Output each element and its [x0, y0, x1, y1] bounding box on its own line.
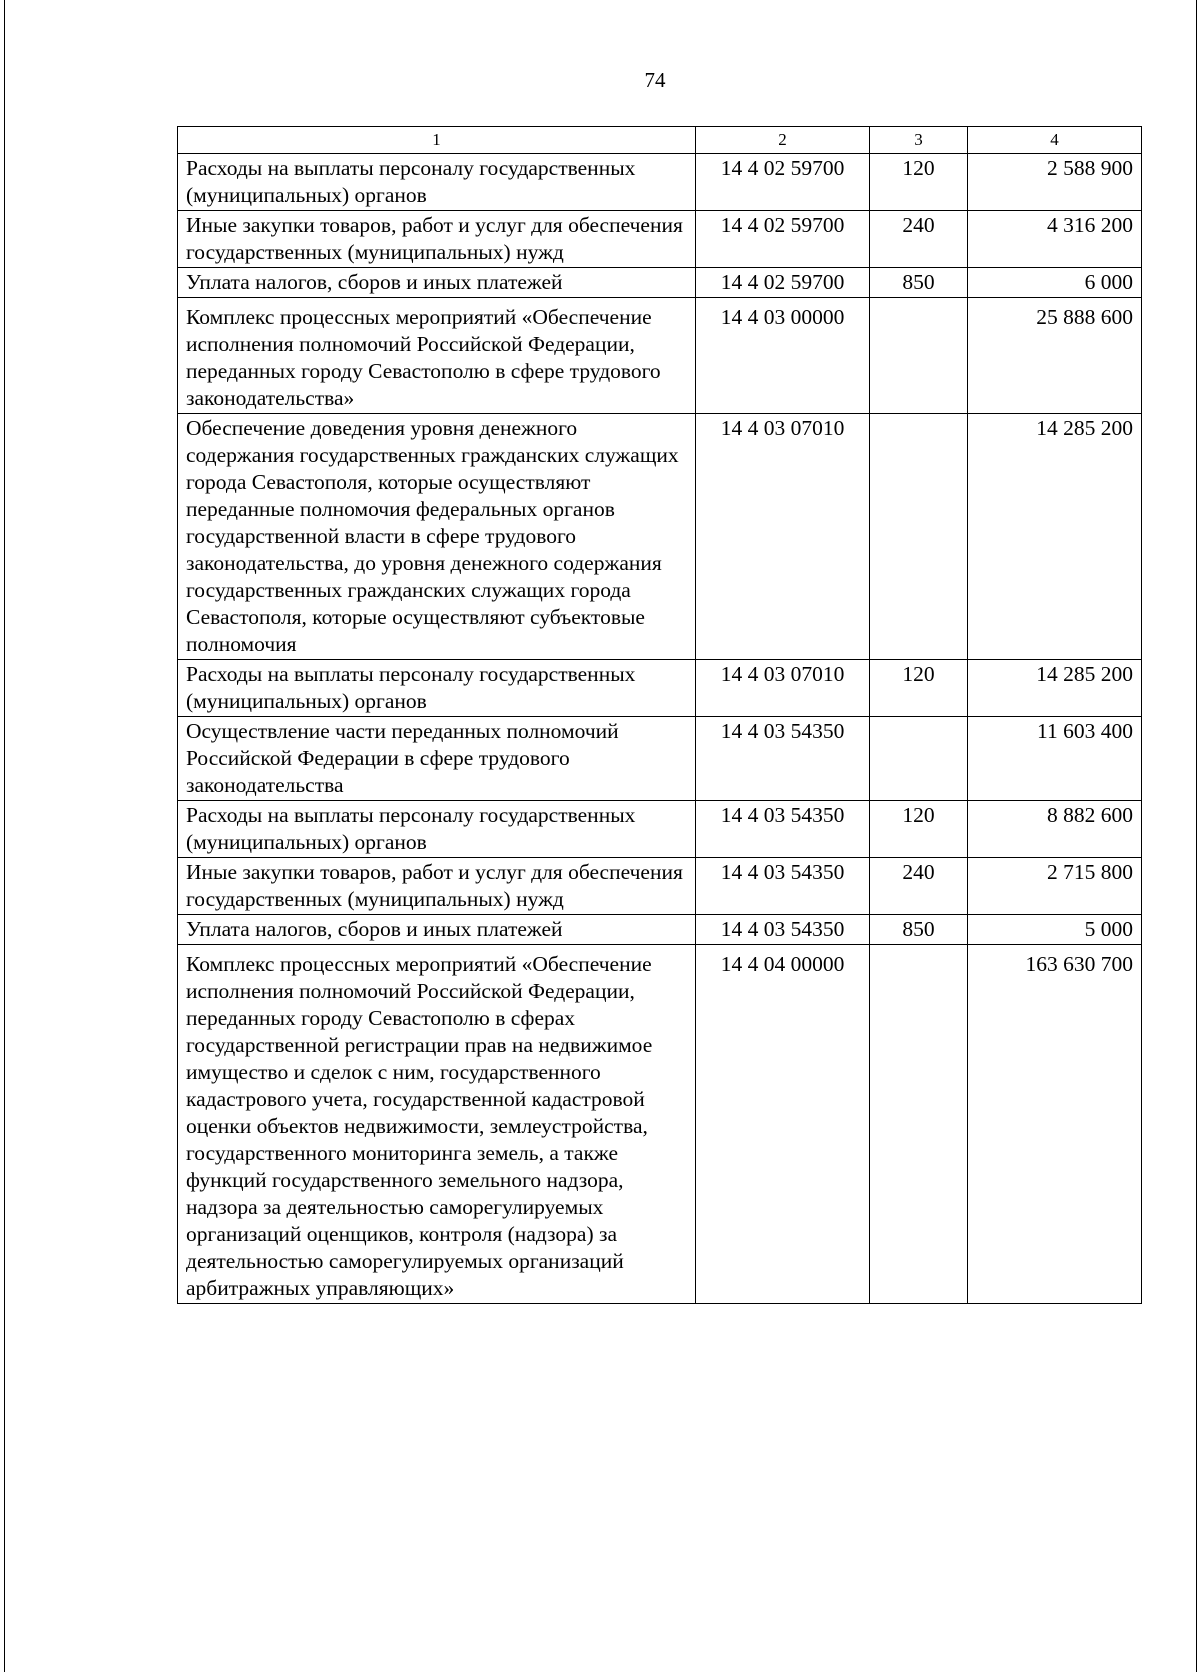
row-name-cell: Расходы на выплаты персоналу государственных (муниципальных) органов — [178, 801, 696, 858]
row-type-cell: 240 — [870, 858, 968, 915]
row-name-cell: Иные закупки товаров, работ и услуг для обеспечения государственных (муниципальных) нужд — [178, 858, 696, 915]
row-name-cell: Обеспечение доведения уровня денежного содержания государственных гражданских служащих города Севастополя, которые осуществляют переданные полномочия федеральных органов государственной власти в сфере трудового законодательства, до уровня денежного содержания государственных гражданских служащих города Севастополя, которые осуществляют субъектовые полномочия — [178, 414, 696, 660]
row-type-cell — [870, 945, 968, 1304]
row-amount-cell: 4 316 200 — [968, 211, 1142, 268]
row-type-cell: 850 — [870, 915, 968, 945]
row-amount-cell: 2 588 900 — [968, 154, 1142, 211]
scan-edge-right — [1196, 0, 1197, 1672]
row-type-cell: 120 — [870, 660, 968, 717]
table-row — [178, 915, 1142, 945]
row-amount-cell: 11 603 400 — [968, 717, 1142, 801]
row-code-cell: 14 4 03 07010 — [696, 414, 870, 660]
row-amount-cell: 25 888 600 — [968, 298, 1142, 414]
table-row — [178, 298, 1142, 414]
row-code-cell: 14 4 02 59700 — [696, 268, 870, 298]
row-code-cell: 14 4 02 59700 — [696, 211, 870, 268]
row-type-cell: 120 — [870, 801, 968, 858]
row-amount-cell: 5 000 — [968, 915, 1142, 945]
row-code-cell: 14 4 03 54350 — [696, 858, 870, 915]
row-name-cell: Комплекс процессных мероприятий «Обеспечение исполнения полномочий Российской Федерации, переданных городу Севастополю в сфере трудового законодательства» — [178, 298, 696, 414]
row-amount-cell: 8 882 600 — [968, 801, 1142, 858]
table-row — [178, 858, 1142, 915]
row-code-cell: 14 4 03 07010 — [696, 660, 870, 717]
row-type-cell — [870, 717, 968, 801]
table-row — [178, 945, 1142, 1304]
row-name-cell: Комплекс процессных мероприятий «Обеспечение исполнения полномочий Российской Федерации, переданных городу Севастополю в сферах государственной регистрации прав на недвижимое имущество и сделок с ним, государственного кадастрового учета, государственной кадастровой оценки объектов недвижимости, землеустройства, государственного мониторинга земель, а также функций государственного земельного надзора, надзора за деятельностью саморегулируемых организаций оценщиков, контроля (надзора) за деятельностью саморегулируемых организаций арбитражных управляющих» — [178, 945, 696, 1304]
page-number: 74 — [644, 68, 666, 92]
row-amount-cell: 163 630 700 — [968, 945, 1142, 1304]
table-row — [178, 660, 1142, 717]
row-code-cell: 14 4 03 54350 — [696, 717, 870, 801]
table-header-row — [178, 127, 1142, 154]
row-code-cell: 14 4 02 59700 — [696, 154, 870, 211]
column-header: 3 — [870, 127, 968, 154]
row-amount-cell: 14 285 200 — [968, 414, 1142, 660]
row-code-cell: 14 4 03 00000 — [696, 298, 870, 414]
row-name-cell: Иные закупки товаров, работ и услуг для обеспечения государственных (муниципальных) нужд — [178, 211, 696, 268]
column-header: 2 — [696, 127, 870, 154]
table-row — [178, 414, 1142, 660]
row-type-cell: 850 — [870, 268, 968, 298]
row-code-cell: 14 4 03 54350 — [696, 915, 870, 945]
table-row — [178, 211, 1142, 268]
row-name-cell: Уплата налогов, сборов и иных платежей — [178, 268, 696, 298]
column-header: 1 — [178, 127, 696, 154]
row-type-cell: 120 — [870, 154, 968, 211]
column-header: 4 — [968, 127, 1142, 154]
row-name-cell: Расходы на выплаты персоналу государственных (муниципальных) органов — [178, 154, 696, 211]
row-type-cell: 240 — [870, 211, 968, 268]
row-name-cell: Уплата налогов, сборов и иных платежей — [178, 915, 696, 945]
row-amount-cell: 14 285 200 — [968, 660, 1142, 717]
row-type-cell — [870, 414, 968, 660]
table-row — [178, 717, 1142, 801]
row-type-cell — [870, 298, 968, 414]
row-name-cell: Расходы на выплаты персоналу государственных (муниципальных) органов — [178, 660, 696, 717]
row-amount-cell: 6 000 — [968, 268, 1142, 298]
row-name-cell: Осуществление части переданных полномочий Российской Федерации в сфере трудового законодательства — [178, 717, 696, 801]
row-code-cell: 14 4 03 54350 — [696, 801, 870, 858]
table-row — [178, 801, 1142, 858]
row-amount-cell: 2 715 800 — [968, 858, 1142, 915]
scan-edge-left — [4, 0, 5, 1672]
budget-table — [177, 126, 1142, 1304]
table-row — [178, 154, 1142, 211]
table-row — [178, 268, 1142, 298]
row-code-cell: 14 4 04 00000 — [696, 945, 870, 1304]
